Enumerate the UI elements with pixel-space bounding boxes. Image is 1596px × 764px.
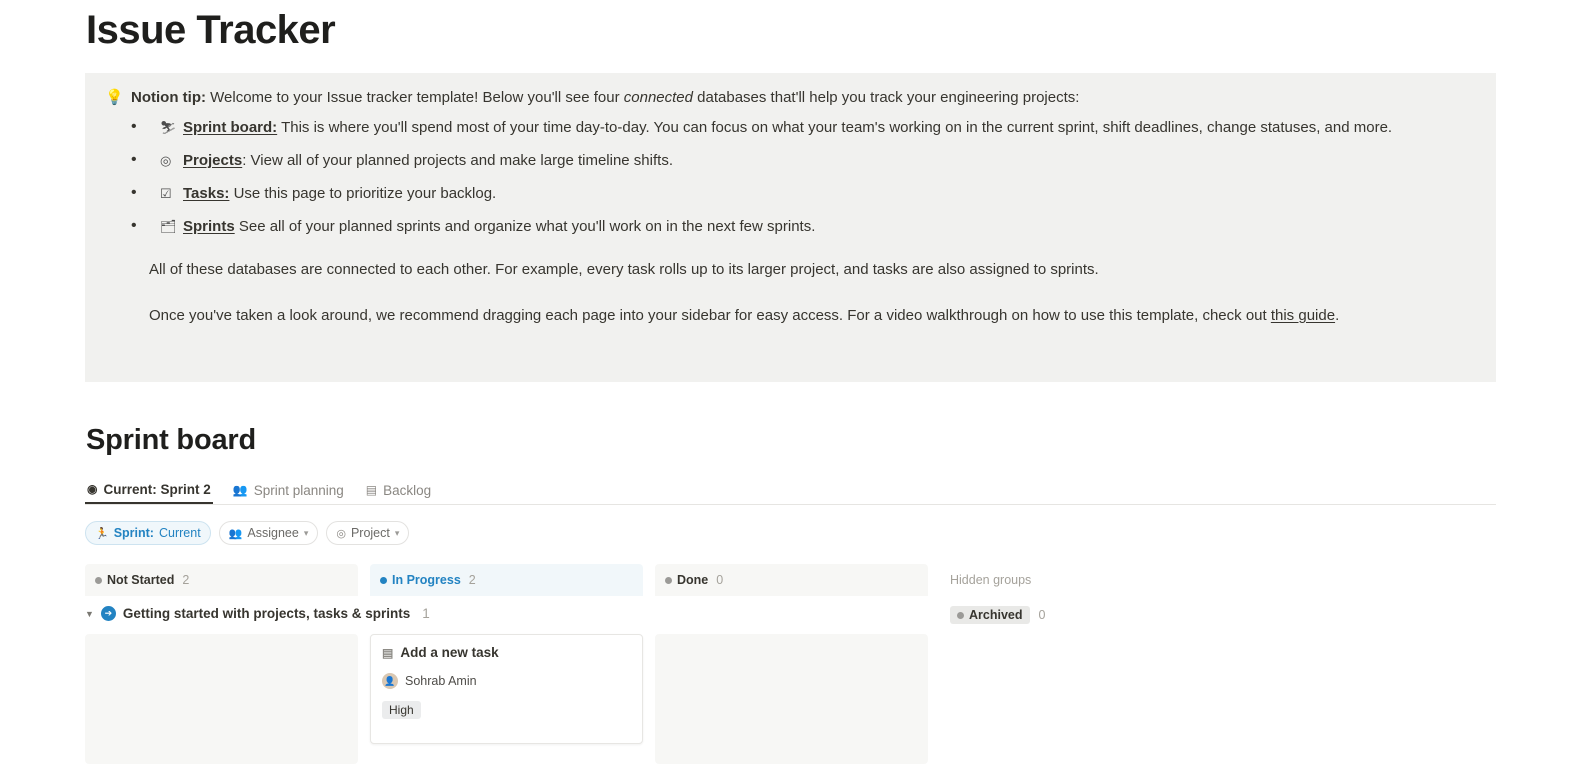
guide-link[interactable]: this guide [1270, 307, 1336, 324]
list-item [105, 150, 1474, 171]
lane-cell-not-started[interactable] [85, 634, 358, 764]
notion-tip-callout [85, 73, 1496, 382]
paragraph-2-after: . [1335, 307, 1340, 324]
status-dot-icon [380, 577, 387, 584]
board-group-header[interactable] [85, 606, 430, 621]
page-title: Issue Tracker [86, 8, 336, 52]
column-count: 2 [182, 573, 190, 587]
priority-badge: High [382, 701, 421, 719]
play-circle-icon: ◉ [87, 482, 98, 496]
board-swimlane [85, 634, 1496, 764]
avatar: 👤 [382, 673, 398, 689]
sprints-text: See all of your planned sprints and organize what you'll work on in the next few sprints. [234, 218, 816, 235]
column-count: 0 [716, 573, 724, 587]
project-icon: ◎ [336, 527, 346, 540]
intro-before: Welcome to your Issue tracker template! Below you'll see four [205, 89, 624, 106]
tasks-link[interactable]: Tasks: [183, 185, 230, 202]
tab-label: Sprint planning [253, 482, 344, 498]
archived-badge [950, 606, 1030, 624]
sprint-board-text: This is where you'll spend most of your time day-to-day. You can focus on what your team's working on in the current sprint, shift deadlines, change statuses, and more. [277, 119, 1393, 136]
status-dot-icon [665, 577, 672, 584]
tab-label: Backlog [383, 482, 432, 498]
list-icon: ▤ [365, 483, 378, 497]
runner-icon: 🏃 [95, 527, 109, 540]
callout-intro [131, 87, 1079, 109]
status-badge [380, 573, 461, 587]
status-dot-icon [957, 612, 964, 619]
archived-label: Archived [969, 608, 1023, 622]
callout-bullet-list [105, 117, 1474, 237]
group-name: Getting started with projects, tasks & sprints [122, 606, 411, 621]
assignee-name: Sohrab Amin [405, 674, 477, 688]
status-badge [665, 573, 708, 587]
paragraph-2-before: Once you've taken a look around, we recommend dragging each page into your sidebar for easy access. For a video walkthrough on how to use this template, check out [149, 307, 1271, 324]
card-title: Add a new task [400, 645, 499, 660]
column-name: Done [677, 573, 709, 587]
column-name: Not Started [107, 573, 175, 587]
chevron-down-icon: ▾ [394, 527, 400, 538]
project-arrow-icon: ➔ [101, 606, 116, 621]
group-count: 1 [422, 606, 430, 621]
projects-text: : View all of your planned projects and make large timeline shifts. [242, 152, 673, 169]
callout-paragraph-1: All of these databases are connected to each other. For example, every task rolls up to its larger project, and tasks are also assigned to sprints. [149, 261, 1099, 278]
card-title-row [382, 645, 631, 660]
filter-assignee[interactable] [219, 521, 319, 545]
tab-label: Current: Sprint 2 [103, 481, 211, 497]
column-header[interactable] [655, 564, 928, 596]
tasks-text: Use this page to prioritize your backlog. [229, 185, 497, 202]
column-name: In Progress [392, 573, 461, 587]
card-assignee-row [382, 673, 631, 689]
hidden-group-archived[interactable] [950, 606, 1170, 624]
tasks-icon: ☑ [160, 186, 172, 201]
tab-sprint-planning[interactable] [231, 476, 346, 504]
people-icon: 👥 [232, 483, 248, 497]
list-item [105, 117, 1474, 138]
tab-backlog[interactable] [364, 476, 433, 504]
lightbulb-icon: 💡 [105, 89, 124, 106]
sprint-board-link[interactable]: Sprint board: [183, 119, 278, 136]
filter-sprint-key: Sprint: [113, 526, 154, 540]
chevron-down-icon: ▾ [303, 527, 309, 538]
sprint-board-heading: Sprint board [86, 424, 256, 456]
filter-project[interactable] [326, 521, 409, 545]
task-card[interactable] [370, 634, 643, 744]
document-icon: ▤ [382, 645, 394, 660]
projects-link[interactable]: Projects [183, 152, 243, 169]
list-item [105, 216, 1474, 237]
sprint-board-icon: ⛷ [160, 120, 177, 135]
status-dot-icon [95, 577, 102, 584]
intro-after: databases that'll help you track your engineering projects: [693, 89, 1080, 106]
projects-icon: ◎ [160, 153, 172, 168]
archived-count: 0 [1038, 608, 1046, 622]
column-count: 2 [468, 573, 476, 587]
lane-cell-in-progress[interactable] [370, 634, 643, 764]
filter-sprint[interactable] [85, 521, 211, 545]
board-filters [85, 521, 409, 545]
tab-current-sprint[interactable] [85, 476, 213, 504]
callout-paragraph-2 [105, 305, 1474, 327]
filter-sprint-value: Current [158, 526, 201, 540]
assignee-icon: 👥 [228, 527, 243, 540]
lane-cell-done[interactable] [655, 634, 928, 764]
list-item [105, 183, 1474, 204]
sprints-link[interactable]: Sprints [183, 218, 235, 235]
intro-emphasis: connected [623, 89, 693, 106]
chevron-down-icon[interactable]: ▼ [85, 608, 94, 619]
hidden-groups-label: Hidden groups [950, 573, 1032, 587]
column-header[interactable] [85, 564, 358, 596]
filter-project-label: Project [350, 526, 390, 540]
status-badge [95, 573, 174, 587]
sprints-icon: 🗂 [160, 219, 177, 234]
board-view-tabs [85, 476, 1496, 505]
filter-assignee-label: Assignee [247, 526, 299, 540]
column-header[interactable] [370, 564, 643, 596]
tip-label: Notion tip: [131, 89, 206, 106]
